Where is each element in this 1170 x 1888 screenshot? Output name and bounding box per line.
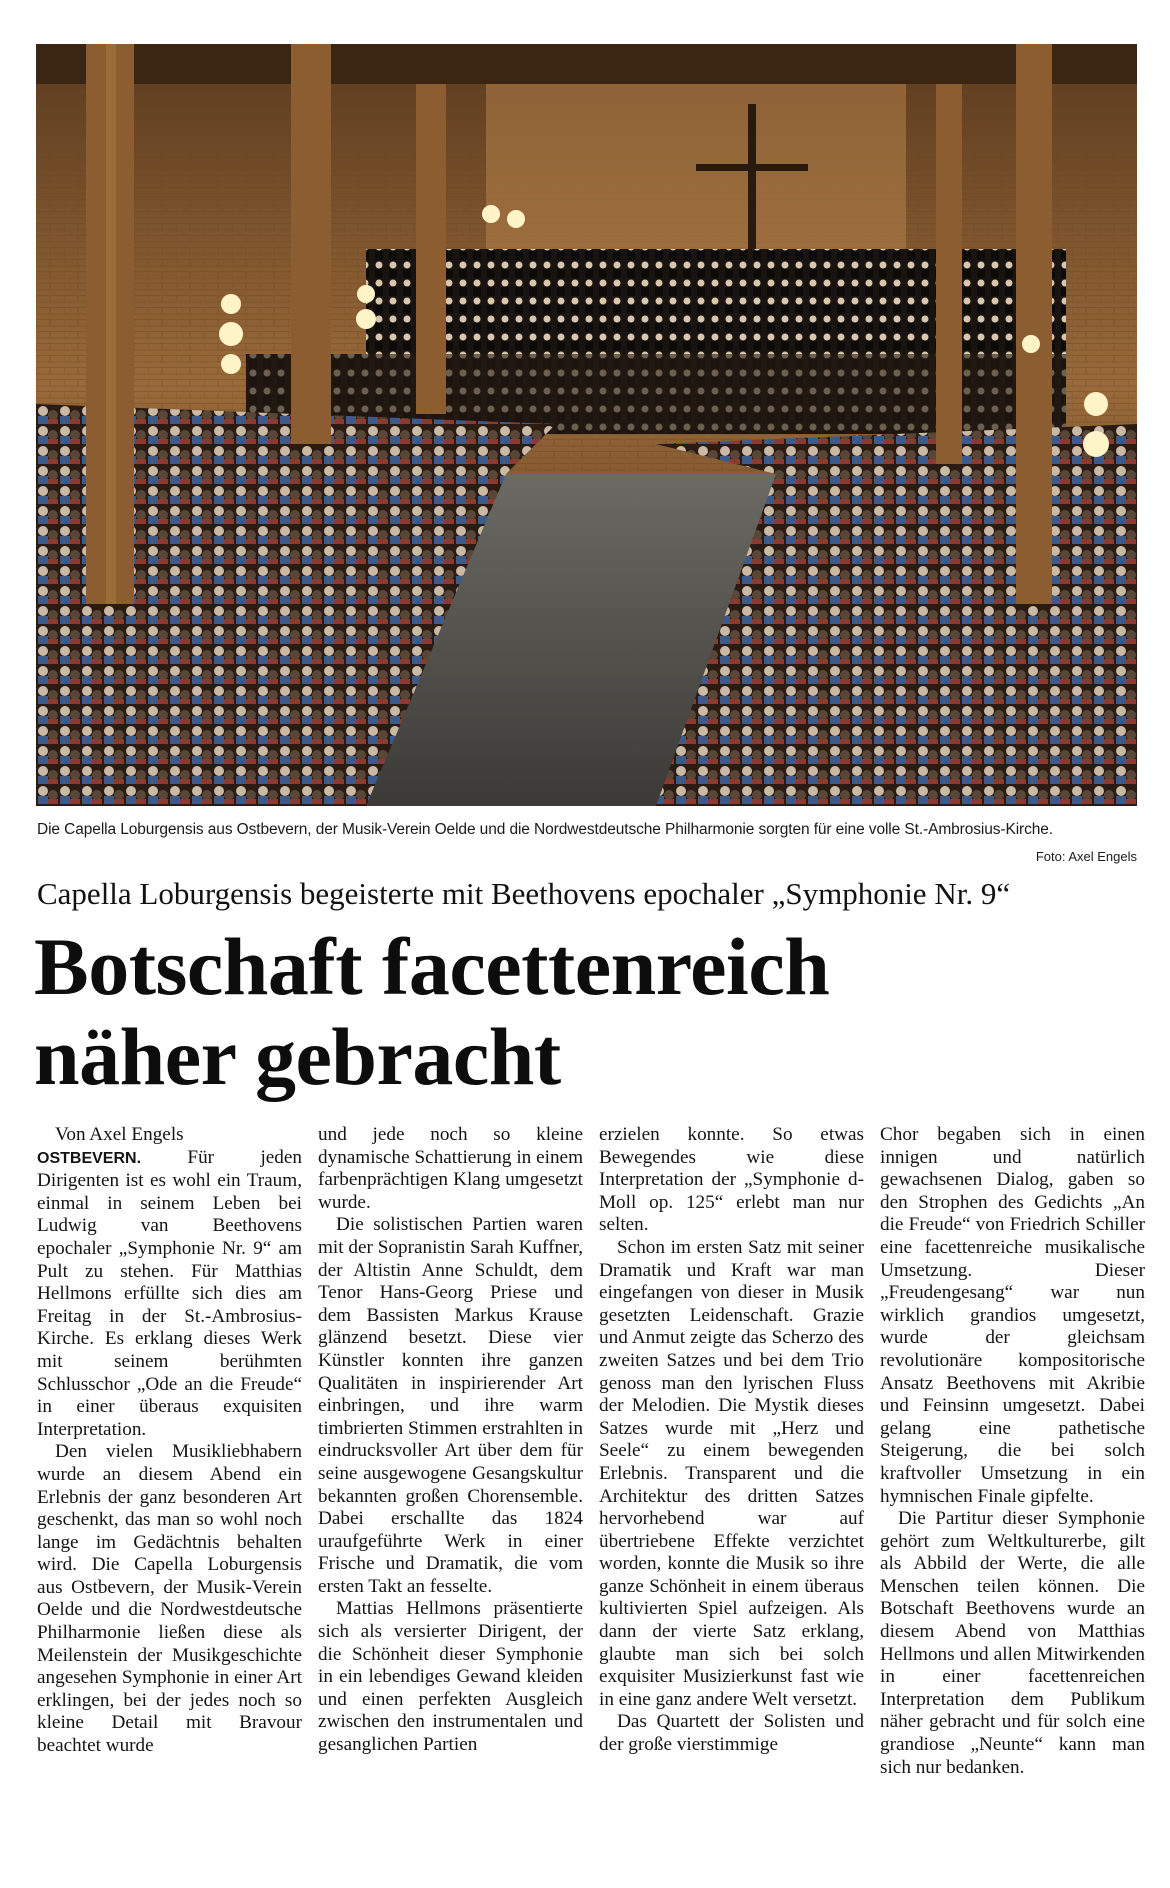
paragraph xyxy=(37,1147,302,1442)
article-kicker: Capella Loburgensis begeisterte mit Beethovens epochaler „Symphonie Nr. 9“ xyxy=(37,876,1011,911)
article-column-2 xyxy=(318,1124,583,1757)
paragraph: Mattias Hellmons präsentierte sich als versierter Dirigent, der die Schönheit dieser Symphonie in ein lebendiges Gewand kleiden und einen perfekten Ausgleich zwischen den instrumentalen und gesanglichen Partien xyxy=(318,1598,583,1756)
photo-caption: Die Capella Loburgensis aus Ostbevern, der Musik-Verein Oelde und die Nordwestdeutsche Philharmonie sorgten für eine volle St.-Ambrosius-Kirche. xyxy=(37,821,1054,838)
byline: Von Axel Engels xyxy=(55,1124,184,1145)
article-body xyxy=(37,1124,1145,1876)
article-headline xyxy=(34,922,1134,1102)
paragraph: erzielen konnte. So etwas Bewegendes wie diese Interpretation der „Symphonie d-Moll op. 125“ erlebt man nur selten. xyxy=(599,1124,864,1236)
article-column-1 xyxy=(37,1124,302,1758)
photo-credit: Foto: Axel Engels xyxy=(1035,849,1137,864)
dateline: OSTBEVERN. xyxy=(37,1149,142,1167)
headline-line-2: näher gebracht xyxy=(34,1011,561,1102)
paragraph: und jede noch so kleine dynamische Schattierung in einem farbenprächtigen Klang umgesetzt wurde. xyxy=(318,1124,583,1213)
paragraph: Chor begaben sich in einen innigen und natürlich gewachsenen Dialog, gaben so den Strophen des Gedichts „An die Freude“ von Friedrich Schiller eine facettenreiche musikalische Umsetzung. Dieser „Freudengesang“ war nun wirklich grandios umgesetzt, wurde der gleichsam revolutionäre kompositorische Ansatz Beethovens mit Akribie und Feinsinn umgesetzt. Dabei gelang eine pathetische Steigerung, die bei solch kraftvoller Umsetzung in ein hymnischen Finale gipfelte. xyxy=(880,1124,1145,1507)
paragraph: Die Partitur dieser Symphonie gehört zum Weltkulturerbe, gilt als Abbild der Werte, die alle Menschen teilen können. Die Botschaft Beethovens wurde an diesem Abend von Matthias Hellmons und allen Mitwirkenden in einer facettenreichen Interpretation dem Publikum näher gebracht und für solch eine grandiose „Neunte“ kann man sich nur bedanken. xyxy=(880,1508,1145,1778)
concert-photo xyxy=(36,44,1137,806)
paragraph: Schon im ersten Satz mit seiner Dramatik und Kraft war man eingefangen von dieser in Musik gesetzten Leidenschaft. Grazie und Anmut zeigte das Scherzo des zweiten Satzes und bei dem Trio genoss man den lyrischen Fluss der Melodien. Die Mystik dieses Satzes wurde mit „Herz und Seele“ zu einem bewegenden Erlebnis. Transparent und die Architektur des dritten Satzes hervorhebend war auf übertriebene Effekte verzichtet worden, konnte die Musik so ihre ganze Schönheit in einem überaus kultivierten Spiel aufzeigen. Als dann der vierte Satz erklang, glaubte man sich bei solch exquisiter Musizierkunst fast wie in eine ganz andere Welt versetzt. xyxy=(599,1236,864,1710)
article-column-4 xyxy=(880,1124,1145,1779)
article-column-3 xyxy=(599,1124,864,1757)
paragraph-text: Für jeden Dirigenten ist es wohl ein Traum, einmal in seinem Leben bei Ludwig van Beethovens epochaler „Symphonie Nr. 9“ am Pult zu stehen. Für Matthias Hellmons erfüllte sich dies am Freitag in der St.-Ambrosius-Kirche. Es erklang dieses Werk mit seinem berühmten Schlusschor „Ode an die Freude“ in einer überaus exquisiten Interpretation. xyxy=(37,1146,302,1440)
paragraph: Die solistischen Partien waren mit der Sopranistin Sarah Kuffner, der Altistin Anne Schuldt, dem Tenor Hans-Georg Priese und dem Bassisten Markus Krause glänzend besetzt. Diese vier Künstler konnten ihre ganzen Qualitäten in inspirierender Art einbringen, und ihre warm timbrierten Stimmen erstrahlten in eindrucksvoller Art über dem für seine ausgewogene Gesangskultur bekannten großen Chorensemble. Dabei erschallte das 1824 uraufgeführte Werk in einer Frische und Dramatik, die vom ersten Takt an fesselte. xyxy=(318,1214,583,1597)
paragraph: Den vielen Musikliebhabern wurde an diesem Abend ein Erlebnis der ganz besonderen Art geschenkt, das man so wohl noch lange im Gedächtnis behalten wird. Die Capella Loburgensis aus Ostbevern, der Musik-Verein Oelde und die Nordwestdeutsche Philharmonie ließen diese als Meilenstein der Musikgeschichte angesehen Symphonie in einer Art erklingen, bei der jedes noch so kleine Detail mit Bravour beachtet wurde xyxy=(37,1441,302,1757)
paragraph: Das Quartett der Solisten und der große vierstimmige xyxy=(599,1711,864,1756)
headline-line-1: Botschaft facettenreich xyxy=(34,921,830,1012)
church-concert-image xyxy=(36,44,1137,806)
